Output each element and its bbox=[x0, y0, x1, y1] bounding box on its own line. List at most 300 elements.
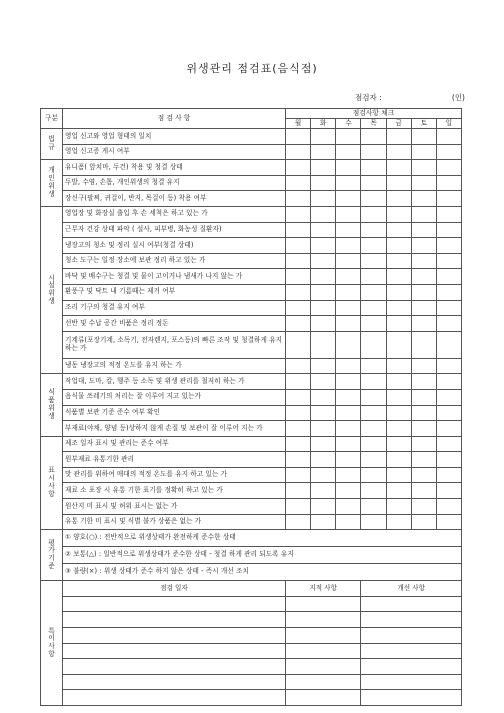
check-item: 선반 및 수납 공간 비품은 정리 정돈 bbox=[63, 316, 286, 332]
check-cell[interactable] bbox=[286, 374, 311, 390]
check-cell[interactable] bbox=[436, 405, 461, 421]
table-row bbox=[41, 144, 462, 160]
check-cell[interactable] bbox=[411, 467, 436, 483]
check-cell[interactable] bbox=[311, 405, 336, 421]
check-cell[interactable] bbox=[361, 206, 386, 222]
check-cell[interactable] bbox=[361, 374, 386, 390]
check-cell[interactable] bbox=[336, 206, 361, 222]
check-cell[interactable] bbox=[436, 358, 461, 374]
check-cell[interactable] bbox=[286, 499, 311, 515]
check-cell[interactable] bbox=[286, 253, 311, 269]
remarks-fix-cell[interactable] bbox=[361, 690, 462, 706]
check-cell[interactable] bbox=[286, 389, 311, 405]
document-title: 위생관리 점검표(음식점) bbox=[186, 62, 318, 75]
check-cell[interactable] bbox=[411, 389, 436, 405]
remarks-issue-cell[interactable] bbox=[286, 596, 361, 612]
check-cell[interactable] bbox=[411, 129, 436, 145]
check-cell[interactable] bbox=[286, 467, 311, 483]
check-cell[interactable] bbox=[361, 436, 386, 452]
check-cell[interactable] bbox=[361, 452, 386, 468]
check-cell[interactable] bbox=[361, 331, 386, 358]
check-cell[interactable] bbox=[311, 358, 336, 374]
check-cell[interactable] bbox=[436, 452, 461, 468]
check-item: 환풍구 및 닥트 내 기름때는 제거 여부 bbox=[63, 284, 286, 300]
table-row bbox=[41, 316, 462, 332]
check-cell[interactable] bbox=[436, 499, 461, 515]
check-cell[interactable] bbox=[286, 316, 311, 332]
check-cell[interactable] bbox=[336, 284, 361, 300]
category-char: 위 bbox=[48, 404, 55, 412]
check-cell[interactable] bbox=[411, 300, 436, 316]
check-cell[interactable] bbox=[411, 358, 436, 374]
remarks-date-cell[interactable] bbox=[63, 596, 286, 612]
check-cell[interactable] bbox=[336, 269, 361, 285]
check-cell[interactable] bbox=[436, 144, 461, 160]
table-row bbox=[41, 160, 462, 176]
check-cell[interactable] bbox=[286, 405, 311, 421]
table-row bbox=[41, 514, 462, 530]
remarks-issue-cell[interactable] bbox=[286, 612, 361, 628]
category-char: 위 bbox=[48, 289, 55, 298]
check-item: 유니폼( 앞치마, 두건) 착용 및 청결 상태 bbox=[63, 160, 286, 176]
category-char: 법 bbox=[48, 135, 55, 144]
remarks-date-header: 점검 일자 bbox=[63, 581, 286, 597]
table-row bbox=[41, 467, 462, 483]
check-cell[interactable] bbox=[436, 436, 461, 452]
check-cell[interactable] bbox=[336, 175, 361, 191]
check-cell[interactable] bbox=[286, 436, 311, 452]
category-char: 위 bbox=[48, 182, 55, 191]
check-cell[interactable] bbox=[411, 284, 436, 300]
check-cell[interactable] bbox=[411, 499, 436, 515]
check-cell[interactable] bbox=[286, 160, 311, 176]
check-cell[interactable] bbox=[411, 316, 436, 332]
check-cell[interactable] bbox=[286, 191, 311, 207]
check-cell[interactable] bbox=[311, 129, 336, 145]
remarks-issue-cell[interactable] bbox=[286, 690, 361, 706]
section-label bbox=[41, 129, 63, 160]
check-cell[interactable] bbox=[361, 269, 386, 285]
remarks-fix-cell[interactable] bbox=[361, 643, 462, 659]
remarks-issue-header: 지적 사항 bbox=[286, 581, 361, 597]
remarks-date-cell[interactable] bbox=[63, 659, 286, 675]
check-cell[interactable] bbox=[311, 144, 336, 160]
check-cell[interactable] bbox=[386, 452, 411, 468]
table-row bbox=[41, 284, 462, 300]
check-cell[interactable] bbox=[386, 331, 411, 358]
check-cell[interactable] bbox=[311, 316, 336, 332]
check-cell[interactable] bbox=[311, 284, 336, 300]
inspector-label: 점검자 : bbox=[355, 93, 382, 102]
check-item: 근무자 건강 상태 파악 ( 설사, 피부병, 화농성 질환자) bbox=[63, 222, 286, 238]
check-cell[interactable] bbox=[336, 467, 361, 483]
table-row bbox=[41, 499, 462, 515]
check-cell[interactable] bbox=[361, 300, 386, 316]
check-cell[interactable] bbox=[411, 452, 436, 468]
section-label bbox=[41, 436, 63, 530]
table-row bbox=[41, 331, 462, 358]
check-cell[interactable] bbox=[311, 389, 336, 405]
header-day: 일 bbox=[436, 119, 461, 129]
check-cell[interactable] bbox=[336, 222, 361, 238]
check-cell[interactable] bbox=[436, 253, 461, 269]
check-cell[interactable] bbox=[361, 175, 386, 191]
category-char: 특 bbox=[48, 626, 55, 635]
table-row bbox=[41, 358, 462, 374]
check-cell[interactable] bbox=[361, 144, 386, 160]
criteria-item: ① 양호(○) : 전반적으로 위생상태가 완전하게 준수한 상태 bbox=[63, 530, 462, 547]
check-cell[interactable] bbox=[386, 175, 411, 191]
table-row bbox=[41, 206, 462, 222]
check-cell[interactable] bbox=[386, 499, 411, 515]
check-cell[interactable] bbox=[286, 358, 311, 374]
check-cell[interactable] bbox=[411, 144, 436, 160]
check-cell[interactable] bbox=[336, 436, 361, 452]
check-item: 두발, 수염, 손톱, 개인위생의 청결 유지 bbox=[63, 175, 286, 191]
criteria-item: ③ 불량(×) : 위생 상태가 준수 하지 않은 상태 - 즉시 개선 조치 bbox=[63, 564, 462, 581]
category-char: 기 bbox=[48, 554, 55, 563]
check-cell[interactable] bbox=[436, 374, 461, 390]
check-cell[interactable] bbox=[311, 436, 336, 452]
check-cell[interactable] bbox=[386, 405, 411, 421]
category-char: 생 bbox=[48, 296, 55, 305]
check-cell[interactable] bbox=[386, 206, 411, 222]
category-char: 시 bbox=[48, 273, 55, 282]
category-char: 규 bbox=[48, 143, 55, 152]
category-char: 식 bbox=[48, 388, 55, 397]
check-cell[interactable] bbox=[286, 300, 311, 316]
check-cell[interactable] bbox=[336, 191, 361, 207]
check-cell[interactable] bbox=[286, 483, 311, 499]
category-char: 인 bbox=[48, 174, 55, 183]
header-items: 점 검 사 항 bbox=[63, 109, 286, 129]
check-cell[interactable] bbox=[411, 222, 436, 238]
check-cell[interactable] bbox=[311, 253, 336, 269]
check-cell[interactable] bbox=[361, 405, 386, 421]
category-char: 생 bbox=[48, 411, 55, 420]
table-row bbox=[41, 300, 462, 316]
table-row bbox=[41, 483, 462, 499]
check-cell[interactable] bbox=[386, 389, 411, 405]
category-char: 이 bbox=[48, 634, 55, 643]
check-cell[interactable] bbox=[411, 405, 436, 421]
check-cell[interactable] bbox=[436, 300, 461, 316]
remarks-label bbox=[41, 581, 63, 706]
table-row bbox=[41, 269, 462, 285]
check-cell[interactable] bbox=[286, 421, 311, 437]
check-cell[interactable] bbox=[361, 316, 386, 332]
check-cell[interactable] bbox=[336, 300, 361, 316]
check-item: 부재료(야채, 양념 등)상하지 않게 손질 및 보관이 잘 이루어 지는 가 bbox=[63, 421, 286, 437]
check-cell[interactable] bbox=[361, 160, 386, 176]
check-cell[interactable] bbox=[386, 191, 411, 207]
check-item: 제조 일자 표시 및 관리는 준수 여부 bbox=[63, 436, 286, 452]
check-cell[interactable] bbox=[286, 238, 311, 254]
check-cell[interactable] bbox=[311, 514, 336, 530]
check-cell[interactable] bbox=[336, 514, 361, 530]
check-cell[interactable] bbox=[386, 129, 411, 145]
header-day: 금 bbox=[386, 119, 411, 129]
check-item: 유통 기한 미 표시 및 식별 불가 상품은 없는 가 bbox=[63, 514, 286, 530]
check-cell[interactable] bbox=[436, 331, 461, 358]
section-label bbox=[41, 160, 63, 207]
remarks-issue-cell[interactable] bbox=[286, 628, 361, 644]
check-cell[interactable] bbox=[411, 175, 436, 191]
check-item: 음식물 쓰레기의 처리는 잘 이루어 지고 있는가 bbox=[63, 389, 286, 405]
check-cell[interactable] bbox=[436, 191, 461, 207]
check-cell[interactable] bbox=[311, 374, 336, 390]
header-day: 수 bbox=[336, 119, 361, 129]
check-cell[interactable] bbox=[311, 222, 336, 238]
check-cell[interactable] bbox=[386, 467, 411, 483]
header-check: 점검사항 체크 bbox=[286, 109, 462, 119]
check-cell[interactable] bbox=[336, 331, 361, 358]
check-cell[interactable] bbox=[311, 269, 336, 285]
header-day: 토 bbox=[411, 119, 436, 129]
check-item: 원부재료 유통기한 관리 bbox=[63, 452, 286, 468]
remarks-date-cell[interactable] bbox=[63, 628, 286, 644]
check-cell[interactable] bbox=[336, 499, 361, 515]
check-cell[interactable] bbox=[286, 144, 311, 160]
check-cell[interactable] bbox=[436, 514, 461, 530]
section-label bbox=[41, 206, 63, 373]
check-cell[interactable] bbox=[286, 452, 311, 468]
category-char: 품 bbox=[48, 396, 55, 405]
inspector-line bbox=[355, 92, 465, 103]
remarks-date-cell[interactable] bbox=[63, 674, 286, 690]
check-cell[interactable] bbox=[286, 206, 311, 222]
category-char: 가 bbox=[48, 546, 55, 555]
criteria-label bbox=[41, 530, 63, 581]
check-cell[interactable] bbox=[336, 452, 361, 468]
table-row bbox=[41, 405, 462, 421]
header-day: 화 bbox=[311, 119, 336, 129]
remarks-fix-cell[interactable] bbox=[361, 596, 462, 612]
check-cell[interactable] bbox=[311, 452, 336, 468]
check-cell[interactable] bbox=[361, 499, 386, 515]
check-cell[interactable] bbox=[386, 300, 411, 316]
check-cell[interactable] bbox=[386, 284, 411, 300]
check-cell[interactable] bbox=[336, 389, 361, 405]
check-cell[interactable] bbox=[411, 191, 436, 207]
check-cell[interactable] bbox=[386, 514, 411, 530]
remarks-date-cell[interactable] bbox=[63, 643, 286, 659]
check-cell[interactable] bbox=[436, 467, 461, 483]
check-cell[interactable] bbox=[361, 483, 386, 499]
check-cell[interactable] bbox=[311, 206, 336, 222]
remarks-issue-cell[interactable] bbox=[286, 674, 361, 690]
check-item: 영업 신고와 영업 형태의 일치 bbox=[63, 129, 286, 145]
table-row bbox=[41, 129, 462, 145]
check-cell[interactable] bbox=[386, 374, 411, 390]
check-cell[interactable] bbox=[286, 269, 311, 285]
check-cell[interactable] bbox=[436, 284, 461, 300]
table-row bbox=[41, 436, 462, 452]
check-cell[interactable] bbox=[361, 191, 386, 207]
check-cell[interactable] bbox=[436, 160, 461, 176]
remarks-fix-cell[interactable] bbox=[361, 674, 462, 690]
check-cell[interactable] bbox=[436, 483, 461, 499]
remarks-date-cell[interactable] bbox=[63, 690, 286, 706]
remarks-issue-cell[interactable] bbox=[286, 643, 361, 659]
check-item: 영업장 및 화장실 출입 후 손 세척은 하고 있는 가 bbox=[63, 206, 286, 222]
check-cell[interactable] bbox=[386, 238, 411, 254]
check-cell[interactable] bbox=[311, 191, 336, 207]
check-cell[interactable] bbox=[386, 316, 411, 332]
check-cell[interactable] bbox=[311, 238, 336, 254]
check-item: 작업대, 도마, 칼, 행주 등 소독 및 위생 관리를 철저히 하는 가 bbox=[63, 374, 286, 390]
remarks-fix-cell[interactable] bbox=[361, 628, 462, 644]
check-item: 식품별 보관 기준 준수 여부 확인 bbox=[63, 405, 286, 421]
check-cell[interactable] bbox=[286, 331, 311, 358]
table-row bbox=[41, 253, 462, 269]
check-cell[interactable] bbox=[286, 129, 311, 145]
remarks-date-cell[interactable] bbox=[63, 612, 286, 628]
category-char: 항 bbox=[48, 649, 55, 658]
check-cell[interactable] bbox=[436, 269, 461, 285]
category-char: 평 bbox=[48, 538, 55, 547]
check-cell[interactable] bbox=[436, 206, 461, 222]
check-item: 냉동 냉장고의 적정 온도를 유지 하는 가 bbox=[63, 358, 286, 374]
check-cell[interactable] bbox=[436, 222, 461, 238]
check-cell[interactable] bbox=[361, 421, 386, 437]
criteria-item: ② 보통(△) : 일반적으로 위생상태가 준수한 상태 - 청결 하게 관리 되도록 유지 bbox=[63, 547, 462, 564]
check-cell[interactable] bbox=[411, 514, 436, 530]
check-cell[interactable] bbox=[411, 206, 436, 222]
check-cell[interactable] bbox=[336, 358, 361, 374]
check-item: 냉장고의 청소 및 정리 실시 여부(청결 상태) bbox=[63, 238, 286, 254]
table-row bbox=[41, 175, 462, 191]
check-cell[interactable] bbox=[286, 175, 311, 191]
check-cell[interactable] bbox=[311, 467, 336, 483]
check-cell[interactable] bbox=[411, 483, 436, 499]
check-cell[interactable] bbox=[411, 436, 436, 452]
check-cell[interactable] bbox=[311, 175, 336, 191]
check-item: 조리 기구의 청결 유지 여부 bbox=[63, 300, 286, 316]
check-cell[interactable] bbox=[436, 238, 461, 254]
check-cell[interactable] bbox=[311, 483, 336, 499]
category-char: 항 bbox=[48, 489, 55, 498]
check-cell[interactable] bbox=[361, 253, 386, 269]
check-cell[interactable] bbox=[311, 300, 336, 316]
check-cell[interactable] bbox=[361, 284, 386, 300]
check-cell[interactable] bbox=[336, 238, 361, 254]
check-item: 맛 관리를 위하여 매대의 적정 온도를 유지 하고 있는 가 bbox=[63, 467, 286, 483]
check-item: 기계류(포장기계, 소독기, 전자렌지, 포스등)의 빠른 조작 및 청결하게 유지하는 가 bbox=[63, 331, 286, 358]
header-day: 월 bbox=[286, 119, 311, 129]
checklist-table bbox=[40, 108, 462, 706]
check-cell[interactable] bbox=[411, 331, 436, 358]
check-cell[interactable] bbox=[436, 389, 461, 405]
check-cell[interactable] bbox=[386, 421, 411, 437]
check-cell[interactable] bbox=[411, 253, 436, 269]
header-category: 구분 bbox=[41, 109, 63, 129]
check-item: 원산지 미 표시 및 허위 표시는 없는 가 bbox=[63, 499, 286, 515]
category-char: 설 bbox=[48, 281, 55, 290]
table-row bbox=[41, 421, 462, 437]
check-cell[interactable] bbox=[336, 253, 361, 269]
check-cell[interactable] bbox=[386, 222, 411, 238]
check-cell[interactable] bbox=[286, 222, 311, 238]
check-cell[interactable] bbox=[311, 160, 336, 176]
table-row bbox=[41, 222, 462, 238]
category-char: 개 bbox=[48, 166, 55, 175]
remarks-fix-header: 개선 사항 bbox=[361, 581, 462, 597]
check-cell[interactable] bbox=[286, 284, 311, 300]
check-item: 바닥 및 배수구는 청결 및 물이 고이거나 냄새가 나지 않는 가 bbox=[63, 269, 286, 285]
check-cell[interactable] bbox=[311, 331, 336, 358]
check-cell[interactable] bbox=[411, 238, 436, 254]
check-cell[interactable] bbox=[336, 316, 361, 332]
check-cell[interactable] bbox=[336, 374, 361, 390]
check-cell[interactable] bbox=[336, 160, 361, 176]
table-row bbox=[41, 452, 462, 468]
category-char: 생 bbox=[48, 189, 55, 198]
check-cell[interactable] bbox=[361, 467, 386, 483]
check-cell[interactable] bbox=[436, 175, 461, 191]
remarks-issue-cell[interactable] bbox=[286, 659, 361, 675]
check-cell[interactable] bbox=[336, 483, 361, 499]
category-char: 표 bbox=[48, 466, 55, 475]
check-cell[interactable] bbox=[361, 514, 386, 530]
check-cell[interactable] bbox=[336, 421, 361, 437]
check-cell[interactable] bbox=[286, 514, 311, 530]
category-char: 사 bbox=[48, 642, 55, 651]
check-cell[interactable] bbox=[311, 499, 336, 515]
check-item: 영업 신고증 게시 여부 bbox=[63, 144, 286, 160]
check-cell[interactable] bbox=[386, 144, 411, 160]
check-cell[interactable] bbox=[386, 358, 411, 374]
check-cell[interactable] bbox=[411, 160, 436, 176]
check-cell[interactable] bbox=[436, 129, 461, 145]
check-cell[interactable] bbox=[386, 269, 411, 285]
check-item: 재료 소 포장 시 유통 기한 표기를 정확히 하고 있는 가 bbox=[63, 483, 286, 499]
check-cell[interactable] bbox=[436, 421, 461, 437]
check-cell[interactable] bbox=[361, 389, 386, 405]
table-row bbox=[41, 389, 462, 405]
check-cell[interactable] bbox=[411, 421, 436, 437]
seal-label: (인) bbox=[451, 93, 465, 102]
check-item: 장신구(팔찌, 귀걸이, 반지, 목걸이 등) 착용 여부 bbox=[63, 191, 286, 207]
check-cell[interactable] bbox=[336, 129, 361, 145]
check-cell[interactable] bbox=[386, 483, 411, 499]
category-char: 준 bbox=[48, 562, 55, 571]
remarks-fix-cell[interactable] bbox=[361, 612, 462, 628]
header-day: 목 bbox=[361, 119, 386, 129]
check-cell[interactable] bbox=[361, 238, 386, 254]
check-cell[interactable] bbox=[436, 316, 461, 332]
check-cell[interactable] bbox=[361, 129, 386, 145]
check-cell[interactable] bbox=[336, 144, 361, 160]
check-cell[interactable] bbox=[386, 253, 411, 269]
check-cell[interactable] bbox=[386, 436, 411, 452]
table-row bbox=[41, 238, 462, 254]
check-cell[interactable] bbox=[336, 405, 361, 421]
check-cell[interactable] bbox=[361, 358, 386, 374]
section-label bbox=[41, 374, 63, 436]
table-row bbox=[41, 191, 462, 207]
check-cell[interactable] bbox=[411, 374, 436, 390]
category-char: 시 bbox=[48, 474, 55, 483]
category-char: 사 bbox=[48, 481, 55, 490]
check-cell[interactable] bbox=[361, 222, 386, 238]
check-cell[interactable] bbox=[386, 160, 411, 176]
remarks-fix-cell[interactable] bbox=[361, 659, 462, 675]
check-item: 청소 도구는 일정 장소에 보관 정리 하고 있는 가 bbox=[63, 253, 286, 269]
table-row bbox=[41, 374, 462, 390]
check-cell[interactable] bbox=[411, 269, 436, 285]
check-cell[interactable] bbox=[311, 421, 336, 437]
